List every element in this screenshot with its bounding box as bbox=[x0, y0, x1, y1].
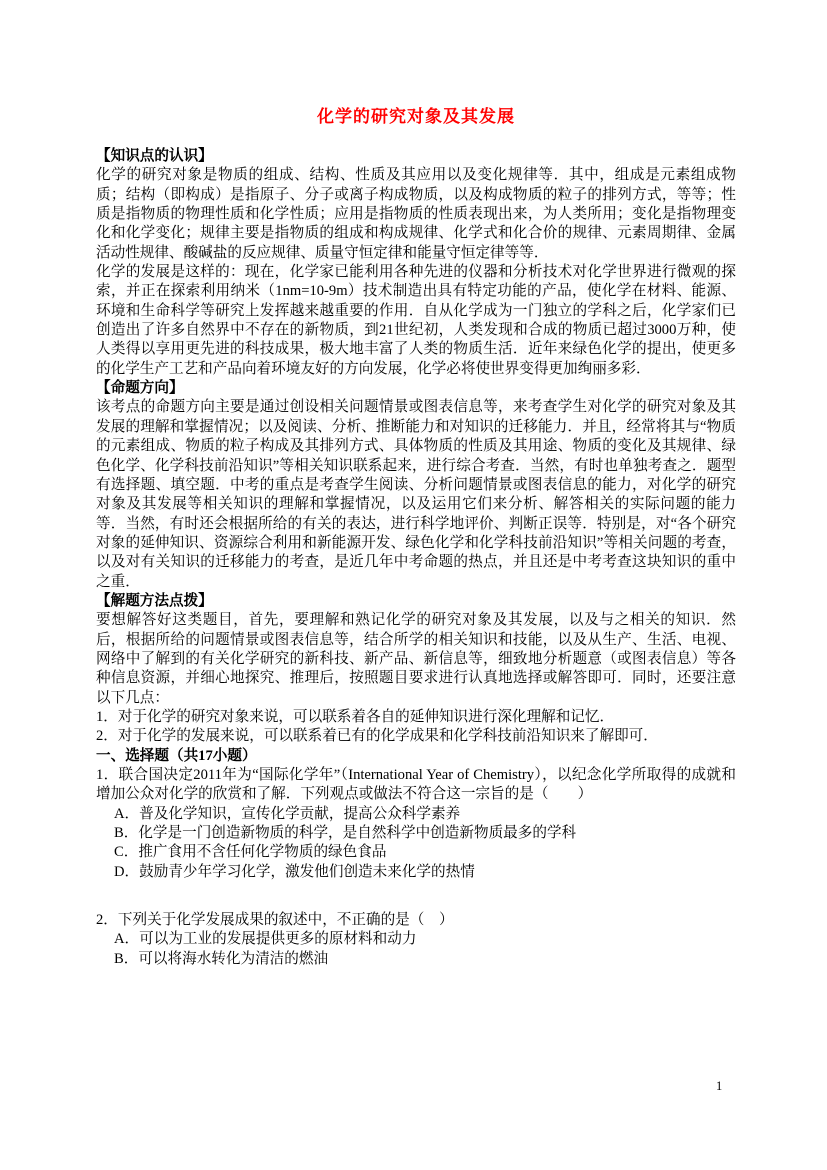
question-2-option-a: A．可以为工业的发展提供更多的原材料和动力 bbox=[114, 931, 417, 948]
section-heading-direction: 【命题方向】 bbox=[96, 380, 184, 397]
document-content bbox=[96, 102, 736, 969]
choice-section-heading: 一、选择题（共17小题） bbox=[96, 747, 257, 764]
section-heading-method: 【解题方法点拨】 bbox=[96, 592, 213, 609]
question-1-option-a: A．普及化学知识，宣传化学贡献，提高公众科学素养 bbox=[114, 805, 461, 822]
method-point-1: 1．对于化学的研究对象来说，可以联系着各自的延伸知识进行深化理解和记忆． bbox=[96, 708, 615, 725]
question-1-option-b: B．化学是一门创造新物质的科学，是自然科学中创造新物质最多的学科 bbox=[114, 825, 577, 842]
question-1-option-d: D．鼓励青少年学习化学，激发他们创造未来化学的热情 bbox=[114, 863, 475, 880]
document-title: 化学的研究对象及其发展 bbox=[317, 107, 515, 126]
knowledge-paragraph-1: 化学的研究对象是物质的组成、结构、性质及其应用以及变化规律等．其中，组成是元素组成物质；结构（即构成）是指原子、分子或离子构成物质，以及构成物质的粒子的排列方式，等等；性质是指物质的物理性质和化学性质；应用是指物质的性质表现出来，为人类所用；变化是指物理变化和化学变化；规律主要是指物质的组成和构成规律、化学式和化合价的规律、元素周期律、金属活动性规律、酸碱盐的反应规律、质量守恒定律和能量守恒定律等等． bbox=[96, 167, 736, 261]
question-1-option-c: C．推广食用不含任何化学物质的绿色食品 bbox=[114, 844, 387, 861]
section-heading-knowledge: 【知识点的认识】 bbox=[96, 148, 213, 164]
page-number: 1 bbox=[716, 1079, 723, 1093]
direction-paragraph-1: 该考点的命题方向主要是通过创设相关问题情景或图表信息等，来考查学生对化学的研究对象及其发展的理解和掌握情况；以及阅读、分析、推断能力和对知识的迁移能力．并且，经常将其与“物质的元素组成、物质的粒子构成及其排列方式、具体物质的性质及其用途、物质的变化及其规律、绿色化学、化学科技前沿知识”等相关知识联系起来，进行综合考查．当然，有时也单独考查之．题型有选择题、填空题．中考的重点是考查学生阅读、分析问题情景或图表信息的能力，对化学的研究对象及其发展等相关知识的理解和掌握情况，以及运用它们来分析、解答相关的实际问题的能力等．当然，有时还会根据所给的有关的表达，进行科学地评价、判断正误等．特别是，对“各个研究对象的延伸知识、资源综合利用和新能源开发、绿色化学和化学科技前沿知识”等相关问题的考查，以及对有关知识的迁移能力的考查，是近几年中考命题的热点，并且还是中考考查这块知识的重中之重． bbox=[96, 399, 736, 590]
question-1 bbox=[96, 766, 736, 882]
method-paragraph-1: 要想解答好这类题目，首先，要理解和熟记化学的研究对象及其发展，以及与之相关的知识．然后，根据所给的问题情景或图表信息等，结合所学的相关知识和技能，以及从生产、生活、电视、网络中了解到的有关化学研究的新科技、新产品、新信息等，细致地分析题意（或图表信息）等各种信息资源，并细心地探究、推理后，按照题目要求进行认真地选择或解答即可．同时，还要注意以下几点： bbox=[96, 612, 736, 706]
question-2-option-b: B．可以将海水转化为清洁的燃油 bbox=[114, 950, 329, 967]
method-point-2: 2．对于化学的发展来说，可以联系着已有的化学成果和化学科技前沿知识来了解即可． bbox=[96, 728, 658, 745]
question-1-stem: 1．联合国决定2011年为“国际化学年”（International Year of Chemistry），以纪念化学所取得的成就和增加公众对化学的欣赏和了解．下列观点或做法不符合这一宗旨的是（ ） bbox=[96, 767, 736, 803]
question-2 bbox=[96, 911, 736, 969]
question-2-stem: 2．下列关于化学发展成果的叙述中，不正确的是（ ） bbox=[96, 912, 454, 929]
knowledge-paragraph-2: 化学的发展是这样的：现在，化学家已能利用各种先进的仪器和分析技术对化学世界进行微观的探索，并正在探索利用纳米（1nm=10-9m）技术制造出具有特定功能的产品，使化学在材料、能源、环境和生命科学等研究上发挥越来越重要的作用．自从化学成为一门独立的学科之后，化学家们已创造出了许多自然界中不存在的新物质，到21世纪初，人类发现和合成的物质已超过3000万种，使人类得以享用更先进的科技成果，极大地丰富了人类的物质生活．近年来绿色化学的提出，使更多的化学生产工艺和产品向着环境友好的方向发展，化学必将使世界变得更加绚丽多彩． bbox=[96, 264, 736, 377]
